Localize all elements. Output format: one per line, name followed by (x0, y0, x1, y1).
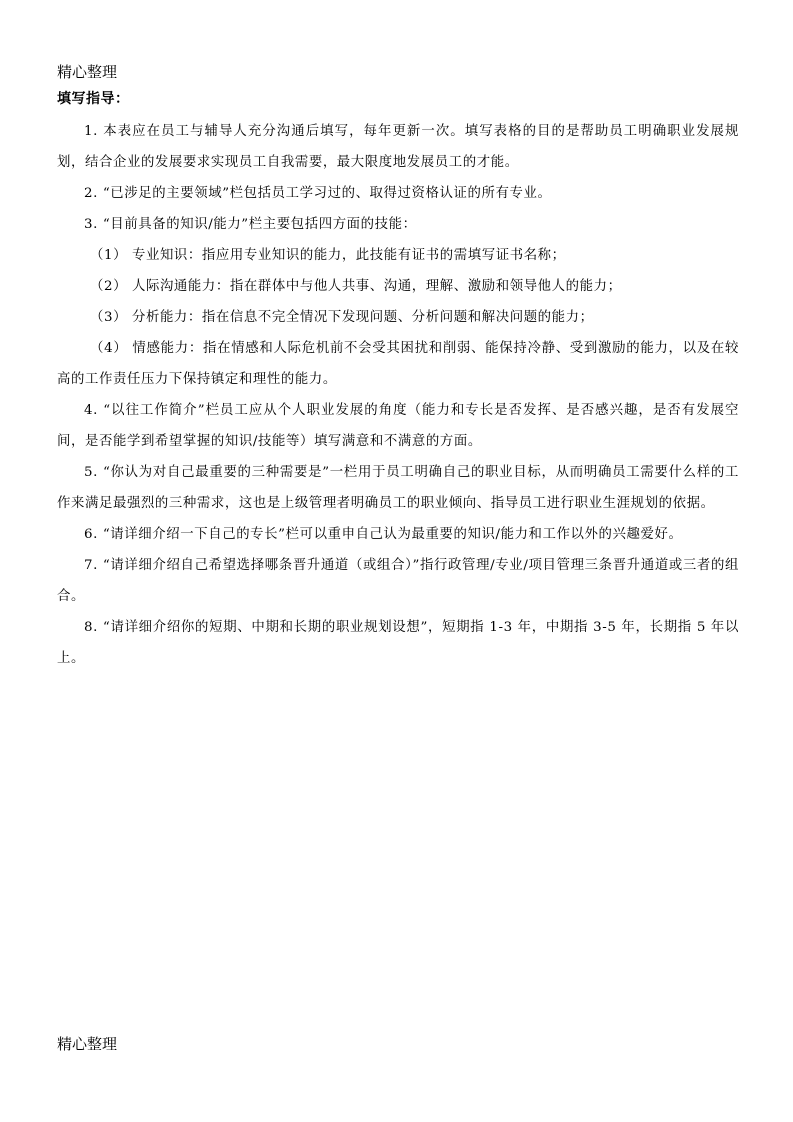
guide-item-6: 6. “请详细介绍一下自己的专长”栏可以重申自己认为最重要的知识/能力和工作以外的兴趣爱好。 (84, 527, 683, 542)
guide-title: 填写指导： (57, 91, 130, 107)
guide-item-3: 3. “目前具备的知识/能力”栏主要包括四方面的技能： (84, 217, 417, 232)
guide-section (57, 89, 739, 674)
page-header-label: 精心整理 (57, 63, 118, 81)
guide-subitem-1: （1） 专业知识：指应用专业知识的能力，此技能有证书的需填写证书名称； (90, 248, 566, 263)
guide-item-7: 7. “请详细介绍自己希望选择哪条晋升通道（或组合）”指行政管理/专业/项目管理三条晋升通道或三者的组合。 (57, 558, 739, 604)
guide-item-2: 2. “已涉足的主要领域”栏包括员工学习过的、取得过资格认证的所有专业。 (84, 186, 552, 201)
page-footer-label: 精心整理 (57, 1035, 118, 1053)
guide-subitem-2: （2） 人际沟通能力：指在群体中与他人共事、沟通，理解、激励和领导他人的能力； (90, 279, 622, 294)
guide-item-8: 8. “请详细介绍你的短期、中期和长期的职业规划设想”，短期指 1-3 年，中期指 3-5 年，长期指 5 年以上。 (57, 620, 739, 666)
guide-subitem-3: （3） 分析能力：指在信息不完全情况下发现问题、分析问题和解决问题的能力； (90, 310, 594, 325)
guide-item-4: 4. “以往工作简介”栏员工应从个人职业发展的角度（能力和专长是否发挥、是否感兴趣，是否有发展空间，是否能学到希望掌握的知识/技能等）填写满意和不满意的方面。 (57, 403, 739, 449)
guide-subitem-4: （4） 情感能力：指在情感和人际危机前不会受其困扰和削弱、能保持冷静、受到激励的能力，以及在较高的工作责任压力下保持镇定和理性的能力。 (57, 341, 739, 387)
guide-item-5: 5. “你认为对自己最重要的三种需要是”一栏用于员工明确自己的职业目标，从而明确员工需要什么样的工作来满足最强烈的三种需求，这也是上级管理者明确员工的职业倾向、指导员工进行职业生涯规划的依据。 (57, 465, 739, 511)
guide-item-1: 1. 本表应在员工与辅导人充分沟通后填写，每年更新一次。填写表格的目的是帮助员工明确职业发展规划，结合企业的发展要求实现员工自我需要，最大限度地发展员工的才能。 (57, 124, 739, 170)
